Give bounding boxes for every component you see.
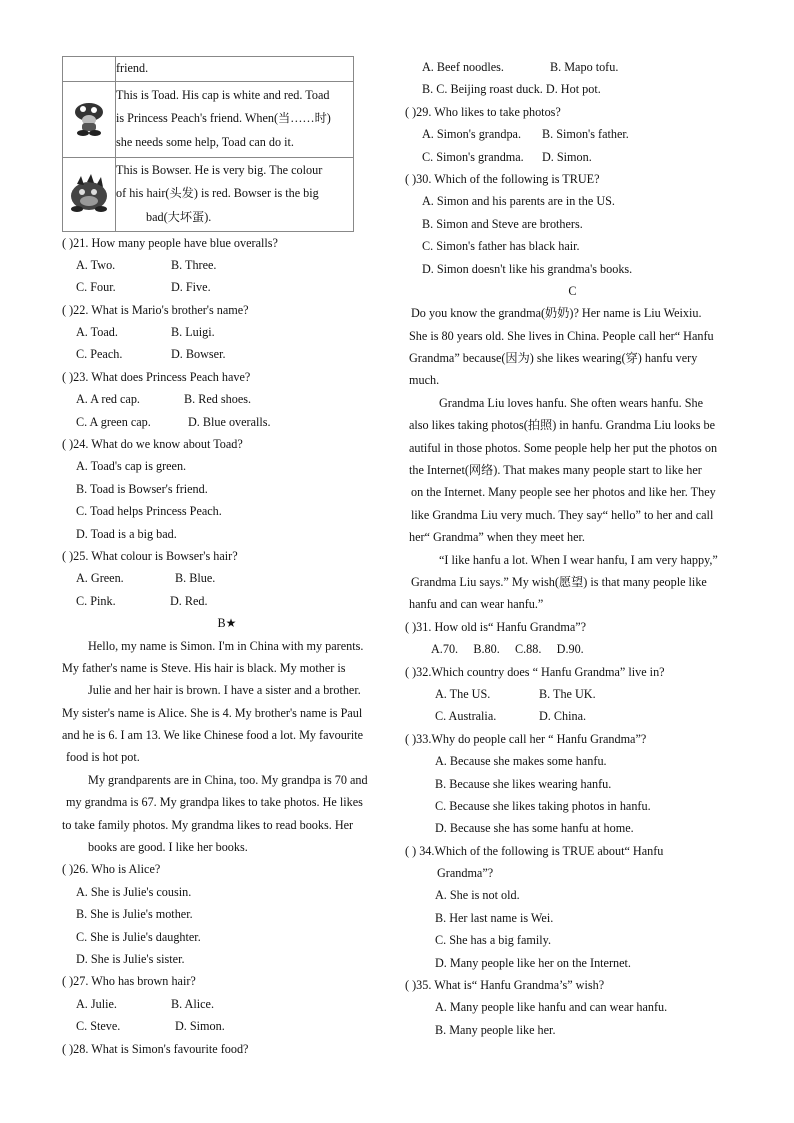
option-b[interactable]: B. Red shoes.: [184, 392, 252, 407]
option-d[interactable]: D. China.: [539, 709, 587, 724]
passage-line: My sister's name is Alice. She is 4. My brother's name is Paul: [62, 705, 363, 720]
table-cell-text: bad(大坏蛋).: [146, 209, 212, 224]
option-a[interactable]: A. Simon and his parents are in the US.: [422, 194, 615, 209]
option-c[interactable]: C. A green cap.: [76, 414, 151, 429]
question-27: ( )27. Who has brown hair?: [62, 974, 196, 989]
question-28: ( )28. What is Simon's favourite food?: [62, 1041, 249, 1056]
option-b[interactable]: B. Simon and Steve are brothers.: [422, 216, 583, 231]
section-heading-c: C: [568, 283, 577, 298]
toad-image: [72, 101, 106, 137]
question-26: ( )26. Who is Alice?: [62, 862, 161, 877]
passage-line: to take family photos. My grandma likes to read books. Her: [62, 817, 354, 832]
option-b[interactable]: B. She is Julie's mother.: [76, 907, 193, 922]
option-a[interactable]: A. Because she makes some hanfu.: [435, 754, 607, 769]
question-23: ( )23. What does Princess Peach have?: [62, 369, 251, 384]
table-cell-text: This is Bowser. He is very big. The colour: [116, 162, 323, 177]
table-cell-text: This is Toad. His cap is white and red. Toad: [116, 87, 330, 102]
passage-line: on the Internet. Many people see her photos and like her. They: [411, 485, 716, 500]
option-a[interactable]: A. The US.: [435, 686, 491, 701]
question-32: ( )32.Which country does “ Hanfu Grandma” live in?: [405, 664, 665, 679]
option-c[interactable]: C. Steve.: [76, 1019, 121, 1034]
option-b[interactable]: B. Luigi.: [171, 325, 215, 340]
option-a[interactable]: A. Simon's grandpa.: [422, 127, 522, 142]
right-column: [405, 56, 745, 1041]
option-d[interactable]: D. Simon.: [542, 149, 592, 164]
option-c[interactable]: C. Simon's grandma.: [422, 149, 524, 164]
passage-line: Grandma Liu loves hanfu. She often wears hanfu. She: [439, 395, 703, 410]
option-a[interactable]: A. Two.: [76, 257, 116, 272]
passage-line: books are good. I like her books.: [88, 840, 248, 855]
option-d[interactable]: D. Red.: [170, 593, 208, 608]
question-34: ( ) 34.Which of the following is TRUE about“ Hanfu: [405, 843, 664, 858]
passage-line: like Grandma Liu very much. They say“ hello” to her and call: [411, 507, 714, 522]
option-d[interactable]: D. Toad is a big bad.: [76, 526, 177, 541]
passage-line: Grandma Liu says.” My wish(愿望) is that many people like: [411, 574, 707, 589]
passage-line: food is hot pot.: [66, 750, 140, 765]
option-a[interactable]: A. Many people like hanfu and can wear hanfu.: [435, 1000, 668, 1015]
option-c[interactable]: C. Pink.: [76, 593, 116, 608]
option-b[interactable]: B. Toad is Bowser's friend.: [76, 481, 208, 496]
option-d[interactable]: D. Blue overalls.: [188, 414, 271, 429]
option-c[interactable]: C. Because she likes taking photos in hanfu.: [435, 798, 651, 813]
option-a[interactable]: A. Beef noodles.: [422, 60, 504, 74]
option-d[interactable]: D. Simon.: [175, 1019, 225, 1034]
question-29: ( )29. Who likes to take photos?: [405, 104, 561, 119]
option-b[interactable]: B. Three.: [171, 257, 217, 272]
option-d[interactable]: D. Many people like her on the Internet.: [435, 955, 631, 970]
character-table: [62, 56, 354, 232]
option-c[interactable]: C. Toad helps Princess Peach.: [76, 504, 222, 519]
question-25: ( )25. What colour is Bowser's hair?: [62, 548, 238, 563]
option-c[interactable]: C. She is Julie's daughter.: [76, 929, 201, 944]
left-column: [62, 56, 392, 1060]
option-a[interactable]: A. She is Julie's cousin.: [76, 884, 192, 899]
option-b[interactable]: B. Alice.: [171, 996, 214, 1011]
option-a[interactable]: A. Green.: [76, 571, 124, 586]
option-b[interactable]: B. Because she likes wearing hanfu.: [435, 776, 612, 791]
table-cell-text: friend.: [116, 61, 149, 75]
question-21: ( )21. How many people have blue overalls?: [62, 235, 278, 250]
option-c[interactable]: C. She has a big family.: [435, 933, 551, 948]
option-a[interactable]: A. Julie.: [76, 996, 117, 1011]
question-24: ( )24. What do we know about Toad?: [62, 437, 243, 452]
passage-line: My grandparents are in China, too. My grandpa is 70 and: [88, 772, 368, 787]
passage-line: Julie and her hair is brown. I have a sister and a brother.: [88, 683, 361, 698]
option-b[interactable]: B. Her last name is Wei.: [435, 910, 554, 925]
passage-line: her“ Grandma” when they meet her.: [409, 530, 585, 545]
option-a[interactable]: A. She is not old.: [435, 888, 520, 903]
passage-line: hanfu and can wear hanfu.”: [409, 597, 544, 612]
option-c[interactable]: C. Australia.: [435, 709, 497, 724]
passage-line: Hello, my name is Simon. I'm in China with my parents.: [88, 638, 364, 653]
passage-line: also likes taking photos(拍照) in hanfu. Grandma Liu looks be: [409, 418, 715, 433]
option-d[interactable]: D. Bowser.: [171, 347, 226, 362]
option-b[interactable]: B. Simon's father.: [542, 127, 629, 142]
table-row: [63, 81, 354, 157]
option-d[interactable]: D. Simon doesn't like his grandma's books.: [422, 261, 633, 276]
option-a[interactable]: A. Toad's cap is green.: [76, 459, 187, 474]
passage-line: autiful in those photos. Some people help her put the photos on: [409, 440, 718, 455]
table-cell-text: she needs some help, Toad can do it.: [116, 134, 294, 149]
question-33: ( )33.Why do people call her “ Hanfu Grandma”?: [405, 731, 647, 746]
option-d[interactable]: D.90.: [556, 642, 584, 657]
passage-line: and he is 6. I am 13. We like Chinese food a lot. My favourite: [62, 728, 364, 743]
question-31: ( )31. How old is“ Hanfu Grandma”?: [405, 619, 587, 634]
option-a[interactable]: A. A red cap.: [76, 392, 140, 407]
passage-line: my grandma is 67. My grandpa likes to take photos. He likes: [66, 795, 363, 810]
question-35: ( )35. What is“ Hanfu Grandma’s” wish?: [405, 978, 605, 993]
passage-line: “I like hanfu a lot. When I wear hanfu, I am very happy,”: [439, 552, 718, 567]
option-d[interactable]: D. She is Julie's sister.: [76, 952, 185, 966]
question-30: ( )30. Which of the following is TRUE?: [405, 171, 600, 186]
passage-line: Grandma” because(因为) she likes wearing(穿) hanfu very: [409, 351, 698, 366]
option-b[interactable]: B.80.: [473, 642, 500, 657]
table-row: [63, 57, 354, 82]
section-heading-b: B★: [217, 616, 237, 631]
bowser-image: [67, 174, 111, 214]
option-b[interactable]: B. Many people like her.: [435, 1022, 556, 1037]
option-a[interactable]: A.70.: [431, 642, 459, 657]
option-c[interactable]: C.88.: [514, 642, 542, 657]
table-row: [63, 157, 354, 231]
option-a[interactable]: A. Toad.: [76, 325, 118, 340]
option-b[interactable]: B. Blue.: [175, 571, 216, 586]
option-d[interactable]: D. Because she has some hanfu at home.: [435, 821, 634, 836]
option-b[interactable]: B. Mapo tofu.: [550, 60, 619, 74]
passage-line: Do you know the grandma(奶奶)? Her name is Liu Weixiu.: [411, 306, 702, 321]
option-c[interactable]: C. Simon's father has black hair.: [422, 239, 580, 254]
question-34-cont: Grandma”?: [437, 866, 494, 881]
passage-line: much.: [409, 373, 440, 388]
table-cell-text: is Princess Peach's friend. When(当……时): [116, 111, 331, 126]
option-c[interactable]: B. C. Beijing roast duck.: [422, 82, 543, 97]
table-cell-text: of his hair(头发) is red. Bowser is the big: [116, 186, 319, 201]
option-d[interactable]: D. Five.: [171, 280, 211, 295]
option-b[interactable]: B. The UK.: [539, 686, 596, 701]
option-d[interactable]: D. Hot pot.: [545, 82, 601, 97]
question-22: ( )22. What is Mario's brother's name?: [62, 302, 249, 317]
passage-line: My father's name is Steve. His hair is black. My mother is: [62, 660, 346, 675]
option-c[interactable]: C. Four.: [76, 280, 116, 295]
passage-line: She is 80 years old. She lives in China. People call her“ Hanfu: [409, 328, 714, 343]
passage-line: the Internet(网络). That makes many people start to like her: [409, 463, 702, 478]
option-c[interactable]: C. Peach.: [76, 347, 123, 362]
